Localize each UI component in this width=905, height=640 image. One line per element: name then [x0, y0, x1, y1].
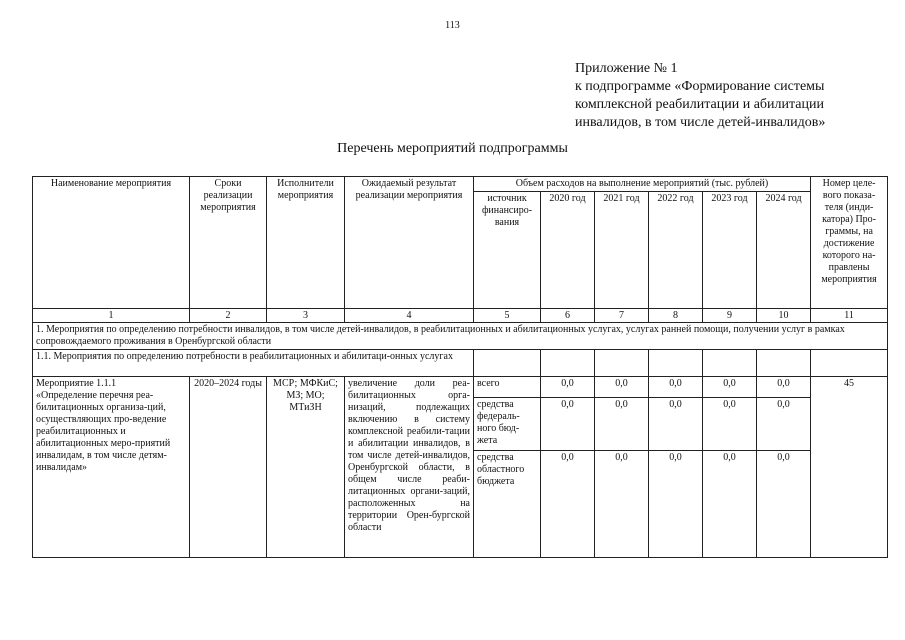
measures-table	[32, 176, 888, 558]
funding-value: 0,0	[649, 451, 703, 558]
measure-result: увеличение доли реа-билитационных орга-низаций, подлежащих включению в систему комплексной реабили-тации и абилитации инвалидов, в том числе детей-инвалидов, Оренбургской области, в общем числе реаби-литационных органи-заций, расположенных на территории Орен-бургской области	[345, 377, 474, 558]
funding-source: средства федераль-ного бюд-жета	[474, 398, 541, 451]
measure-indicator: 45	[811, 377, 888, 558]
page-number: 113	[445, 20, 460, 31]
header-executors: Исполнители мероприятия	[267, 177, 345, 309]
header-name: Наименование мероприятия	[33, 177, 190, 309]
funding-value: 0,0	[757, 451, 811, 558]
subsection-title: 1.1. Мероприятия по определению потребности в реабилитационных и абилитаци-онных услугах	[33, 350, 474, 377]
header-source: источник финансиро-вания	[474, 192, 541, 309]
measure-row	[33, 377, 888, 398]
list-title: Перечень мероприятий подпрограммы	[337, 141, 568, 156]
appendix-line-3: комплексной реабилитации и абилитации	[575, 97, 824, 112]
funding-value: 0,0	[703, 451, 757, 558]
appendix-line-4: инвалидов, в том числе детей-инвалидов»	[575, 115, 826, 130]
subsection-row	[33, 350, 888, 377]
column-number: 10	[757, 309, 811, 323]
funding-source: всего	[474, 377, 541, 398]
column-number: 6	[541, 309, 595, 323]
header-indicator: Номер целе-вого показа-теля (инди-катора) Про-граммы, на достижение которого на-правлены мероприятия	[811, 177, 888, 309]
funding-value: 0,0	[649, 377, 703, 398]
measure-description: «Определение перечня реа-билитационных организа-ций, осуществляющих про-ведение реабилитационных и абилитационных меро-приятий инвалидам, в том числе детям-инвалидам»	[36, 390, 171, 473]
header-year-2021: 2021 год	[595, 192, 649, 309]
appendix-line-1: Приложение № 1	[575, 61, 678, 76]
section-title: 1. Мероприятия по определению потребности инвалидов, в том числе детей-инвалидов, в реабилитационных и абилитационных услугах, услугах ранней помощи, получении услуг в рамках сопровождаемого проживания в Оренбургской области	[33, 323, 888, 350]
column-number: 5	[474, 309, 541, 323]
header-year-2022: 2022 год	[649, 192, 703, 309]
header-terms: Сроки реализации мероприятия	[190, 177, 267, 309]
funding-value: 0,0	[595, 451, 649, 558]
measure-name-cell	[33, 377, 190, 558]
funding-source: средства областного бюджета	[474, 451, 541, 558]
header-year-2024: 2024 год	[757, 192, 811, 309]
funding-value: 0,0	[541, 377, 595, 398]
column-number: 7	[595, 309, 649, 323]
column-number: 9	[703, 309, 757, 323]
funding-value: 0,0	[649, 398, 703, 451]
header-year-2020: 2020 год	[541, 192, 595, 309]
column-number: 3	[267, 309, 345, 323]
header-expenses: Объем расходов на выполнение мероприятий (тыс. рублей)	[474, 177, 811, 192]
funding-value: 0,0	[757, 398, 811, 451]
header-result: Ожидаемый результат реализации мероприятия	[345, 177, 474, 309]
funding-value: 0,0	[541, 451, 595, 558]
funding-value: 0,0	[595, 377, 649, 398]
funding-value: 0,0	[595, 398, 649, 451]
measure-title: Мероприятие 1.1.1	[36, 378, 117, 389]
funding-value: 0,0	[703, 398, 757, 451]
measure-executors: МСР; МФКиС; МЗ; МО; МТиЗН	[267, 377, 345, 558]
measure-terms: 2020–2024 годы	[190, 377, 267, 558]
column-number-row	[33, 309, 888, 323]
funding-value: 0,0	[703, 377, 757, 398]
appendix-line-2: к подпрограмме «Формирование системы	[575, 79, 825, 94]
funding-value: 0,0	[757, 377, 811, 398]
section-row	[33, 323, 888, 350]
column-number: 2	[190, 309, 267, 323]
column-number: 8	[649, 309, 703, 323]
column-number: 11	[811, 309, 888, 323]
funding-value: 0,0	[541, 398, 595, 451]
header-row	[33, 177, 888, 192]
header-year-2023: 2023 год	[703, 192, 757, 309]
appendix-header	[575, 60, 895, 132]
column-number: 4	[345, 309, 474, 323]
column-number: 1	[33, 309, 190, 323]
